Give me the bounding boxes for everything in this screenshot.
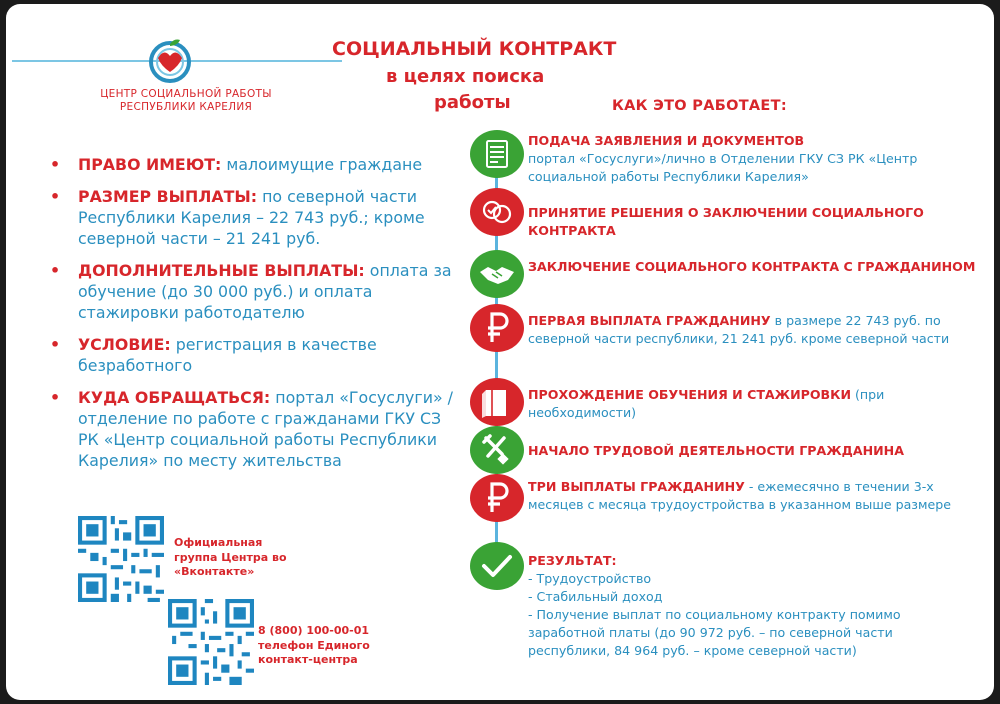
organization-name <box>56 88 316 114</box>
step-title: НАЧАЛО ТРУДОВОЙ ДЕЯТЕЛЬНОСТИ ГРАЖДАНИНА <box>528 443 904 458</box>
phone-qr-code-icon[interactable] <box>168 599 254 685</box>
info-text: портал «Госуслуги» / отделение по работе с гражданами ГКУ СЗ РК «Центр социальной работы Республики Карелия» по месту жительства <box>78 388 453 470</box>
title-line-3: работы <box>434 92 511 113</box>
how-it-works-heading: КАК ЭТО РАБОТАЕТ: <box>612 98 787 114</box>
book-icon <box>468 376 526 428</box>
info-text: по северной части Республики Карелия – 22 743 руб.; кроме северной части – 21 241 руб. <box>78 187 425 248</box>
poster <box>6 4 994 700</box>
step-5 <box>528 386 976 422</box>
org-line-2: РЕСПУБЛИКИ КАРЕЛИЯ <box>119 101 253 113</box>
info-item <box>42 154 462 175</box>
phone-description: телефон Единого контакт-центра <box>258 638 370 666</box>
check-icon <box>468 540 526 592</box>
step-8 <box>528 552 976 660</box>
info-item <box>42 334 462 376</box>
org-line-1: ЦЕНТР СОЦИАЛЬНОЙ РАБОТЫ <box>100 88 272 100</box>
info-text: оплата за обучение (до 30 000 руб.) и оплата стажировки работодателю <box>78 261 452 322</box>
handshake-icon <box>468 248 526 300</box>
bullet-icon: • <box>50 155 61 174</box>
info-label: КУДА ОБРАЩАТЬСЯ: <box>78 388 271 407</box>
step-4 <box>528 312 976 348</box>
step-title: РЕЗУЛЬТАТ: <box>528 553 617 568</box>
step-title: ПЕРВАЯ ВЫПЛАТА ГРАЖДАНИНУ <box>528 313 771 328</box>
phone-caption <box>258 624 398 668</box>
info-text: малоимущие граждане <box>221 155 423 174</box>
vk-group-caption: Официальная группа Центра во «Вконтакте» <box>174 536 287 578</box>
step-title: ТРИ ВЫПЛАТЫ ГРАЖДАНИНУ <box>528 479 745 494</box>
result-line: - Трудоустройство <box>528 571 652 586</box>
ruble-icon <box>468 472 526 524</box>
tools-icon <box>468 424 526 476</box>
bullet-icon: • <box>50 388 61 407</box>
info-text: регистрация в качестве безработного <box>78 335 377 375</box>
step-title: ПРОХОЖДЕНИЕ ОБУЧЕНИЯ И СТАЖИРОВКИ <box>528 387 851 402</box>
info-label: ДОПОЛНИТЕЛЬНЫЕ ВЫПЛАТЫ: <box>78 261 365 280</box>
logo-icon <box>140 36 200 86</box>
info-item <box>42 387 462 471</box>
title-line-2: в целях поиска <box>386 66 545 87</box>
step-text: - ежемесячно в течении 3-х месяцев с месяца трудоустройства в указанном выше размере <box>528 479 951 512</box>
info-list <box>42 154 462 482</box>
step-3 <box>528 258 976 276</box>
info-item <box>42 186 462 249</box>
step-6 <box>528 442 976 460</box>
decision-icon <box>468 186 526 238</box>
vk-qr-code-icon[interactable] <box>78 516 164 602</box>
result-line: - Стабильный доход <box>528 589 663 604</box>
info-label: УСЛОВИЕ: <box>78 335 171 354</box>
step-title: ПОДАЧА ЗАЯВЛЕНИЯ И ДОКУМЕНТОВ <box>528 133 805 148</box>
document-icon <box>468 128 526 180</box>
step-2 <box>528 204 976 240</box>
bullet-icon: • <box>50 187 61 206</box>
info-item <box>42 260 462 323</box>
bullet-icon: • <box>50 335 61 354</box>
step-title: ПРИНЯТИЕ РЕШЕНИЯ О ЗАКЛЮЧЕНИИ СОЦИАЛЬНОГО КОНТРАКТА <box>528 205 924 238</box>
step-text: портал «Госуслуги»/лично в Отделении ГКУ СЗ РК «Центр социальной работы Республики Карелия» <box>528 151 918 184</box>
step-7 <box>528 478 976 514</box>
info-label: ПРАВО ИМЕЮТ: <box>78 155 222 174</box>
title-line-1: СОЦИАЛЬНЫЙ КОНТРАКТ <box>332 38 617 60</box>
result-line: - Получение выплат по социальному контракту помимо заработной платы (до 90 972 руб. – по северной части республики, 84 964 руб. – кроме северной части) <box>528 607 901 658</box>
ruble-icon <box>468 302 526 354</box>
info-label: РАЗМЕР ВЫПЛАТЫ: <box>78 187 258 206</box>
phone-number[interactable]: 8 (800) 100-00-01 <box>258 624 370 637</box>
step-text: в размере 22 743 руб. по северной части республики, 21 241 руб. кроме северной части <box>528 313 950 346</box>
bullet-icon: • <box>50 261 61 280</box>
step-title: ЗАКЛЮЧЕНИЕ СОЦИАЛЬНОГО КОНТРАКТА С ГРАЖДАНИНОМ <box>528 259 976 274</box>
step-text: (при необходимости) <box>528 387 885 420</box>
step-1 <box>528 132 976 186</box>
